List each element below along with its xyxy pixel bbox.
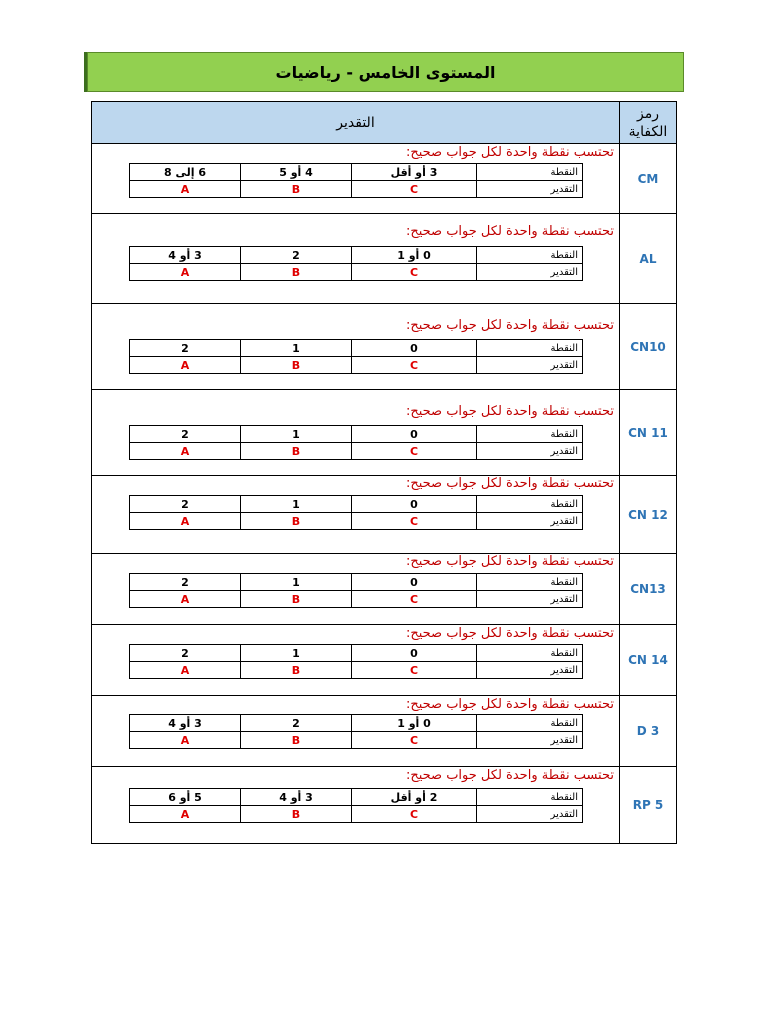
grade-value: A xyxy=(130,732,241,749)
points-row xyxy=(130,247,583,264)
grades-row xyxy=(130,443,583,460)
header-evaluation: التقدير xyxy=(92,102,620,144)
point-value: 2 xyxy=(241,247,352,264)
grade-value: B xyxy=(241,264,352,281)
document-title: المستوى الخامس - رياضيات xyxy=(87,52,684,92)
grade-label: التقدير xyxy=(477,181,583,198)
competency-code: CM xyxy=(620,144,677,214)
points-row xyxy=(130,715,583,732)
point-value: 2 xyxy=(130,645,241,662)
grade-label: التقدير xyxy=(477,513,583,530)
grading-table xyxy=(129,425,583,460)
evaluation-cell xyxy=(92,214,620,304)
points-label: النقطة xyxy=(477,247,583,264)
scoring-note: تحتسب نقطة واحدة لكل جواب صحيح: xyxy=(405,768,614,783)
point-value: 0 xyxy=(352,426,477,443)
grade-value: B xyxy=(241,591,352,608)
grade-value: C xyxy=(352,264,477,281)
evaluation-cell xyxy=(92,144,620,214)
point-value: 5 أو 6 xyxy=(130,789,241,806)
competency-row xyxy=(92,214,677,304)
grades-row xyxy=(130,264,583,281)
point-value: 3 أو 4 xyxy=(130,715,241,732)
point-value: 2 xyxy=(130,496,241,513)
grades-row xyxy=(130,591,583,608)
grade-value: A xyxy=(130,443,241,460)
evaluation-cell xyxy=(92,767,620,844)
competency-code: RP 5 xyxy=(620,767,677,844)
point-value: 3 أو 4 xyxy=(241,789,352,806)
grade-value: A xyxy=(130,806,241,823)
grade-label: التقدير xyxy=(477,806,583,823)
evaluation-cell xyxy=(92,696,620,767)
point-value: 2 xyxy=(130,426,241,443)
grade-value: B xyxy=(241,513,352,530)
competency-code: CN 14 xyxy=(620,625,677,696)
points-label: النقطة xyxy=(477,574,583,591)
grade-value: C xyxy=(352,806,477,823)
grade-value: C xyxy=(352,357,477,374)
point-value: 2 xyxy=(130,574,241,591)
scoring-note: تحتسب نقطة واحدة لكل جواب صحيح: xyxy=(405,145,614,160)
point-value: 0 xyxy=(352,496,477,513)
grade-value: A xyxy=(130,662,241,679)
grades-row xyxy=(130,513,583,530)
competency-code: CN10 xyxy=(620,304,677,390)
grade-label: التقدير xyxy=(477,591,583,608)
points-row xyxy=(130,789,583,806)
point-value: 1 xyxy=(241,645,352,662)
grades-row xyxy=(130,181,583,198)
evaluation-cell xyxy=(92,304,620,390)
table-header-row xyxy=(92,102,677,144)
scoring-note: تحتسب نقطة واحدة لكل جواب صحيح: xyxy=(405,476,614,491)
grade-label: التقدير xyxy=(477,264,583,281)
points-label: النقطة xyxy=(477,496,583,513)
grade-value: C xyxy=(352,591,477,608)
competency-row xyxy=(92,696,677,767)
points-label: النقطة xyxy=(477,715,583,732)
evaluation-cell xyxy=(92,390,620,476)
point-value: 6 إلى 8 xyxy=(130,164,241,181)
point-value: 1 xyxy=(241,340,352,357)
grade-label: التقدير xyxy=(477,732,583,749)
points-row xyxy=(130,426,583,443)
grade-value: C xyxy=(352,443,477,460)
competency-row xyxy=(92,390,677,476)
points-label: النقطة xyxy=(477,645,583,662)
grade-value: B xyxy=(241,181,352,198)
scoring-note: تحتسب نقطة واحدة لكل جواب صحيح: xyxy=(405,224,614,239)
competency-code: CN 12 xyxy=(620,476,677,554)
points-row xyxy=(130,645,583,662)
point-value: 2 xyxy=(130,340,241,357)
point-value: 3 أو 4 xyxy=(130,247,241,264)
competency-row xyxy=(92,767,677,844)
points-row xyxy=(130,496,583,513)
grade-value: A xyxy=(130,357,241,374)
evaluation-cell xyxy=(92,554,620,625)
grade-value: C xyxy=(352,662,477,679)
grade-value: B xyxy=(241,357,352,374)
header-competency-code: رمز الكفاية xyxy=(620,102,677,144)
grade-value: B xyxy=(241,662,352,679)
competency-row xyxy=(92,476,677,554)
grade-value: C xyxy=(352,513,477,530)
grades-row xyxy=(130,357,583,374)
grading-table xyxy=(129,573,583,608)
grading-table xyxy=(129,246,583,281)
point-value: 0 xyxy=(352,645,477,662)
points-label: النقطة xyxy=(477,340,583,357)
points-row xyxy=(130,164,583,181)
grade-value: A xyxy=(130,513,241,530)
competency-code: D 3 xyxy=(620,696,677,767)
competency-table xyxy=(91,101,677,844)
grades-row xyxy=(130,732,583,749)
points-label: النقطة xyxy=(477,789,583,806)
point-value: 0 أو 1 xyxy=(352,247,477,264)
point-value: 4 أو 5 xyxy=(241,164,352,181)
point-value: 2 أو أقل xyxy=(352,789,477,806)
grade-value: B xyxy=(241,732,352,749)
scoring-note: تحتسب نقطة واحدة لكل جواب صحيح: xyxy=(405,318,614,333)
evaluation-cell xyxy=(92,625,620,696)
competency-row xyxy=(92,304,677,390)
grade-value: A xyxy=(130,181,241,198)
grading-table xyxy=(129,163,583,198)
points-label: النقطة xyxy=(477,426,583,443)
grade-value: C xyxy=(352,732,477,749)
competency-row xyxy=(92,144,677,214)
grade-value: B xyxy=(241,806,352,823)
scoring-note: تحتسب نقطة واحدة لكل جواب صحيح: xyxy=(405,697,614,712)
points-row xyxy=(130,340,583,357)
grade-label: التقدير xyxy=(477,357,583,374)
point-value: 1 xyxy=(241,496,352,513)
point-value: 0 xyxy=(352,340,477,357)
points-row xyxy=(130,574,583,591)
grading-table xyxy=(129,339,583,374)
competency-code: CN 11 xyxy=(620,390,677,476)
competency-code: AL xyxy=(620,214,677,304)
point-value: 0 أو 1 xyxy=(352,715,477,732)
grading-table xyxy=(129,495,583,530)
point-value: 3 أو أقل xyxy=(352,164,477,181)
grading-table xyxy=(129,714,583,749)
grading-table xyxy=(129,788,583,823)
grade-label: التقدير xyxy=(477,443,583,460)
point-value: 0 xyxy=(352,574,477,591)
grading-table xyxy=(129,644,583,679)
competency-code: CN13 xyxy=(620,554,677,625)
scoring-note: تحتسب نقطة واحدة لكل جواب صحيح: xyxy=(405,554,614,569)
points-label: النقطة xyxy=(477,164,583,181)
scoring-note: تحتسب نقطة واحدة لكل جواب صحيح: xyxy=(405,626,614,641)
grades-row xyxy=(130,806,583,823)
competency-row xyxy=(92,625,677,696)
competency-row xyxy=(92,554,677,625)
grade-label: التقدير xyxy=(477,662,583,679)
grade-value: B xyxy=(241,443,352,460)
grade-value: A xyxy=(130,591,241,608)
grade-value: C xyxy=(352,181,477,198)
evaluation-cell xyxy=(92,476,620,554)
point-value: 1 xyxy=(241,426,352,443)
grade-value: A xyxy=(130,264,241,281)
point-value: 2 xyxy=(241,715,352,732)
grades-row xyxy=(130,662,583,679)
scoring-note: تحتسب نقطة واحدة لكل جواب صحيح: xyxy=(405,404,614,419)
point-value: 1 xyxy=(241,574,352,591)
